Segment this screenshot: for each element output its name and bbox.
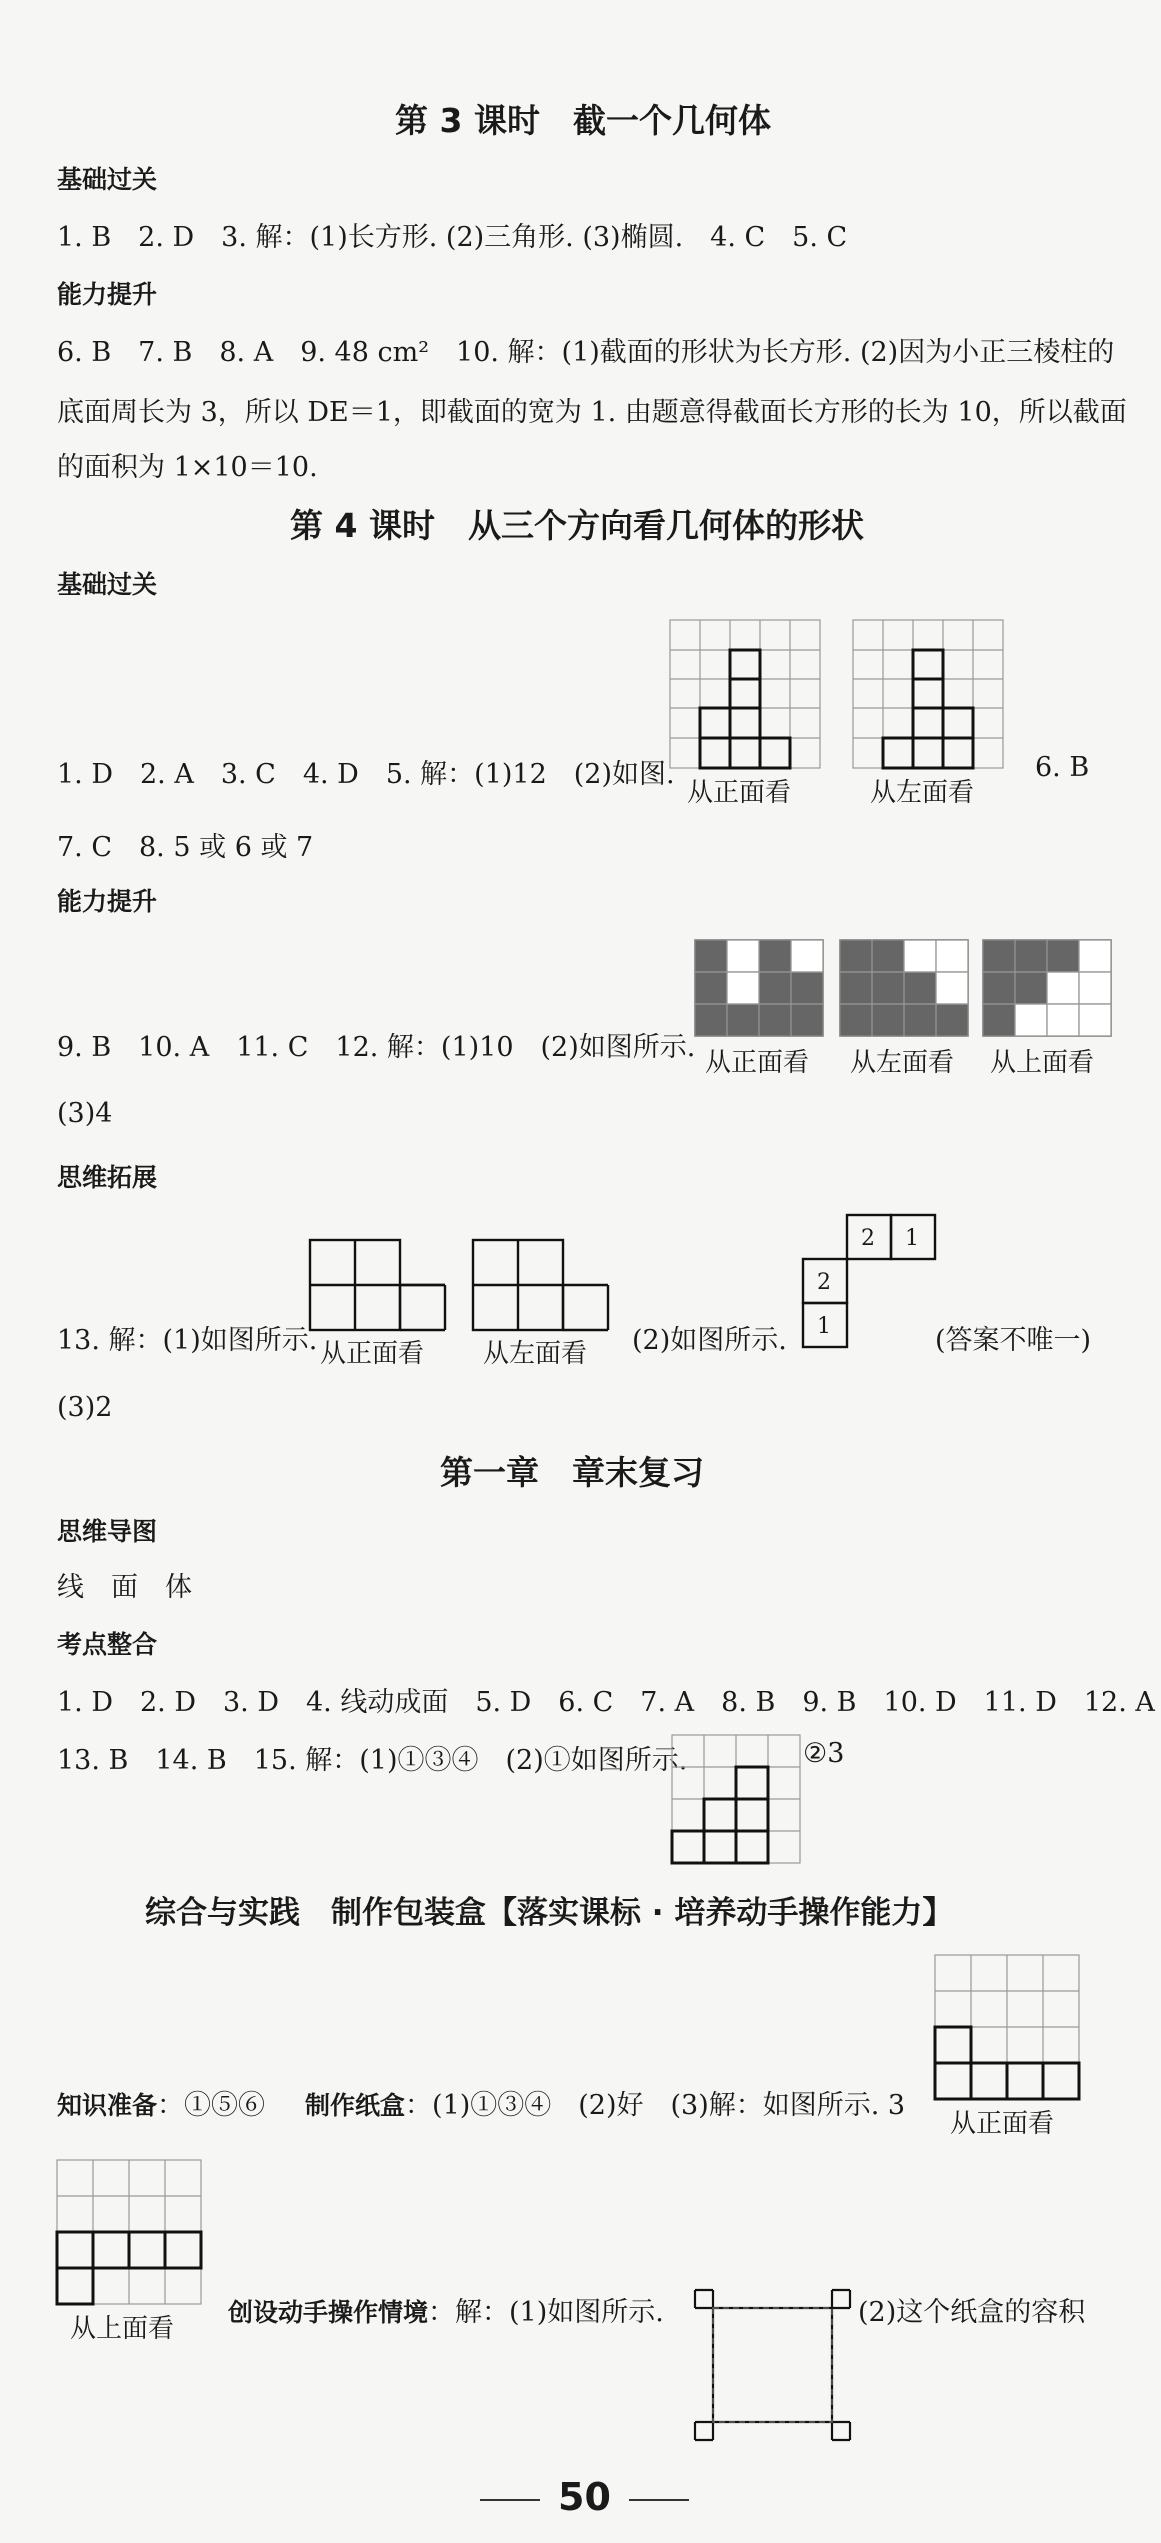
lesson4-ext-line: 13. 解：(1)如图所示. [57, 1325, 318, 1356]
left-view-caption: 从左面看 [870, 778, 975, 808]
prep-value: ：①⑤⑥ [157, 2090, 266, 2121]
lesson4-ext-mid: (2)如图所示. [632, 1325, 787, 1356]
ext-num-4: 1 [817, 1314, 831, 1339]
lesson4-basic-heading: 基础过关 [57, 570, 158, 599]
lesson3-title: 第 3 课时 截一个几何体 [395, 101, 771, 140]
lesson4-basic-after: 6. B [1035, 752, 1090, 783]
lesson4-title: 第 4 课时 从三个方向看几何体的形状 [290, 506, 864, 545]
box-label: 制作纸盒 [305, 2091, 406, 2120]
practice-front-view-figure [935, 1955, 1079, 2099]
ext-num-1: 2 [861, 1226, 875, 1251]
lesson4-ability-heading: 能力提升 [57, 887, 158, 916]
practice-top-caption: 从上面看 [70, 2314, 175, 2344]
box-value: ：(1)①③④ (2)好 (3)解：如图所示. 3 [405, 2090, 906, 2121]
ability-left-view-figure [840, 940, 968, 1036]
ext-num-3: 2 [817, 1270, 831, 1295]
front-view-grid-figure [670, 620, 820, 768]
create-value: ：解：(1)如图所示. [428, 2297, 664, 2328]
create-label: 创设动手操作情境 [228, 2298, 429, 2327]
chapter-points-after: ②3 [803, 1738, 845, 1769]
front-view-caption: 从正面看 [687, 778, 792, 808]
chapter-map-heading: 思维导图 [57, 1517, 158, 1546]
ability-top-view-figure [983, 940, 1111, 1036]
ability-top-caption: 从上面看 [990, 1048, 1095, 1078]
ability-left-caption: 从左面看 [850, 1048, 955, 1078]
lesson3-ability-heading: 能力提升 [57, 280, 158, 309]
ext-left-caption: 从左面看 [483, 1339, 588, 1369]
practice-create-after: (2)这个纸盒的容积 [858, 2297, 1086, 2328]
practice-title: 综合与实践 制作包装盒【落实课标 · 培养动手操作能力】 [145, 1895, 954, 1931]
ext-front-view-figure [310, 1240, 445, 1330]
lesson4-ability-line: 9. B 10. A 11. C 12. 解：(1)10 (2)如图所示. [57, 1032, 696, 1063]
ext-front-caption: 从正面看 [320, 1339, 425, 1369]
ext-left-view-figure [473, 1240, 608, 1330]
lesson4-ability-line2: (3)4 [57, 1098, 113, 1129]
lesson4-ext-note: (答案不唯一) [935, 1325, 1092, 1356]
lesson4-basic-line: 1. D 2. A 3. C 4. D 5. 解：(1)12 (2)如图. [57, 759, 675, 790]
lesson3-basic-heading: 基础过关 [57, 165, 158, 194]
lesson3-ability-line2: 底面周长为 3，所以 DE＝1，即截面的宽为 1. 由题意得截面长方形的长为 10，所以截面 [57, 397, 1127, 428]
chapter-points-line2: 13. B 14. B 15. 解：(1)①③④ (2)①如图所示. [57, 1745, 688, 1776]
ability-front-caption: 从正面看 [705, 1048, 810, 1078]
practice-top-view-figure [57, 2160, 201, 2304]
practice-line1 [57, 2083, 905, 2122]
page-number [480, 2475, 689, 2519]
paper-box-net-figure [695, 2290, 850, 2440]
chapter-points-line1: 1. D 2. D 3. D 4. 线动成面 5. D 6. C 7. A 8. B 9. B 10. D 11. D 12. A [57, 1687, 1155, 1718]
lesson3-ability-line1: 6. B 7. B 8. A 9. 48 cm² 10. 解：(1)截面的形状为长方形. (2)因为小正三棱柱的 [57, 337, 1115, 368]
ext-num-2: 1 [905, 1226, 919, 1251]
chapter-map-line: 线 面 体 [57, 1572, 192, 1603]
chapter-grid-figure [672, 1735, 800, 1863]
practice-line2 [228, 2290, 664, 2329]
lesson4-basic-line2: 7. C 8. 5 或 6 或 7 [57, 832, 314, 863]
chapter-title: 第一章 章末复习 [440, 1453, 704, 1492]
lesson3-basic-line: 1. B 2. D 3. 解：(1)长方形. (2)三角形. (3)椭圆. 4. C 5. C [57, 222, 848, 253]
left-view-grid-figure [853, 620, 1003, 768]
lesson3-ability-line3: 的面积为 1×10＝10. [57, 452, 318, 483]
prep-label: 知识准备 [57, 2091, 158, 2120]
lesson4-ext-heading: 思维拓展 [57, 1163, 158, 1192]
page-number-value: 50 [558, 2475, 611, 2519]
chapter-points-heading: 考点整合 [57, 1630, 158, 1659]
ability-front-view-figure [695, 940, 823, 1036]
practice-front-caption: 从正面看 [950, 2109, 1055, 2139]
lesson4-ext-line2: (3)2 [57, 1392, 113, 1423]
